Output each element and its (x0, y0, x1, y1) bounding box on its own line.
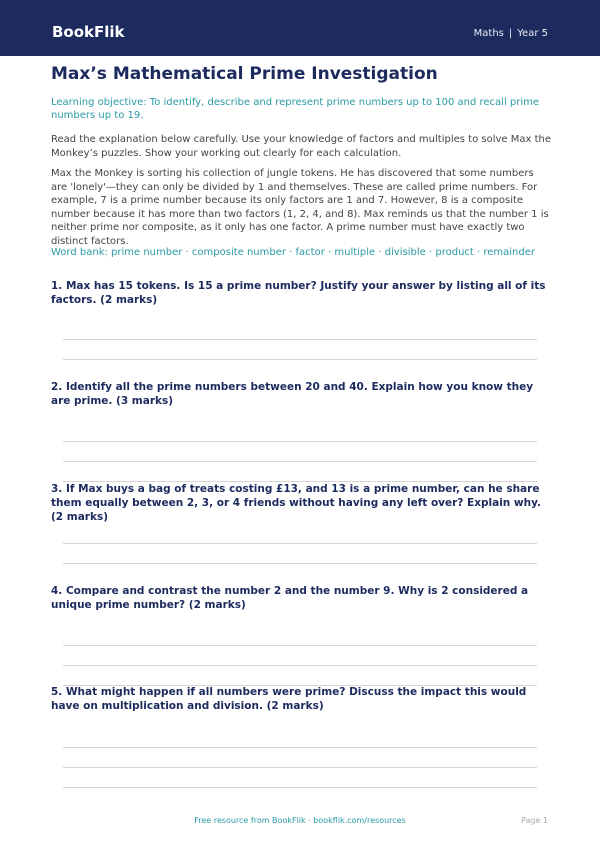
word-bank: Word bank: prime number · composite number · factor · multiple · divisible · product · remainder (51, 247, 536, 258)
subject-label: Maths (473, 28, 504, 39)
learning-objective: Learning objective: To identify, describe and represent prime numbers up to 100 and recall prime numbers up to 19. (51, 97, 540, 121)
answer-line[interactable] (63, 359, 537, 360)
explanation: Max the Monkey is sorting his collection of jungle tokens. He has discovered that some numbers are 'lonely'—they can only be divided by 1 and themselves. These are called prime numbers. For example, 7 is a prime number because its only factors are 1 and 7. However, 8 is a composite number because it has more than two factors (1, 2, 4, and 8). Max reminds us that the number 1 is neither prime nor composite, as it only has one factor. A prime number must have exactly two distinct factors. (51, 168, 549, 247)
instructions: Read the explanation below carefully. Use your knowledge of factors and multiples to solve Max the Monkey’s puzzles. Show your working out clearly for each calculation. (51, 134, 551, 159)
question-3: 3. If Max buys a bag of treats costing £13, and 13 is a prime number, can he share them equally between 2, 3, or 4 friends without having any left over? Explain why. (2 marks) (51, 483, 541, 523)
question-4: 4. Compare and contrast the number 2 and the number 9. Why is 2 considered a unique prime number? (2 marks) (51, 585, 529, 611)
answer-line[interactable] (63, 747, 537, 748)
answer-line[interactable] (63, 665, 537, 666)
answer-line[interactable] (63, 787, 537, 788)
question-1: 1. Max has 15 tokens. Is 15 a prime number? Justify your answer by listing all of its factors. (2 marks) (51, 280, 546, 306)
answer-line[interactable] (63, 767, 537, 768)
answer-line[interactable] (63, 339, 537, 340)
question-5: 5. What might happen if all numbers were prime? Discuss the impact this would have on multiplication and division. (2 marks) (51, 686, 527, 712)
answer-line[interactable] (63, 563, 537, 564)
year-label: Year 5 (517, 28, 548, 39)
answer-line[interactable] (63, 441, 537, 442)
subject-year (474, 28, 548, 39)
separator: | (508, 28, 513, 39)
answer-line[interactable] (63, 645, 537, 646)
header-bar (0, 0, 600, 56)
answer-line[interactable] (63, 543, 537, 544)
question-2: 2. Identify all the prime numbers between 20 and 40. Explain how you know they are prime. (3 marks) (51, 381, 534, 407)
footer-link[interactable]: Free resource from BookFlik · bookflik.com/resources (194, 816, 406, 825)
answer-line[interactable] (63, 461, 537, 462)
brand-logo: BookFlik (52, 23, 125, 41)
page-number: Page 1 (521, 816, 548, 825)
page-title: Max’s Mathematical Prime Investigation (51, 64, 438, 84)
